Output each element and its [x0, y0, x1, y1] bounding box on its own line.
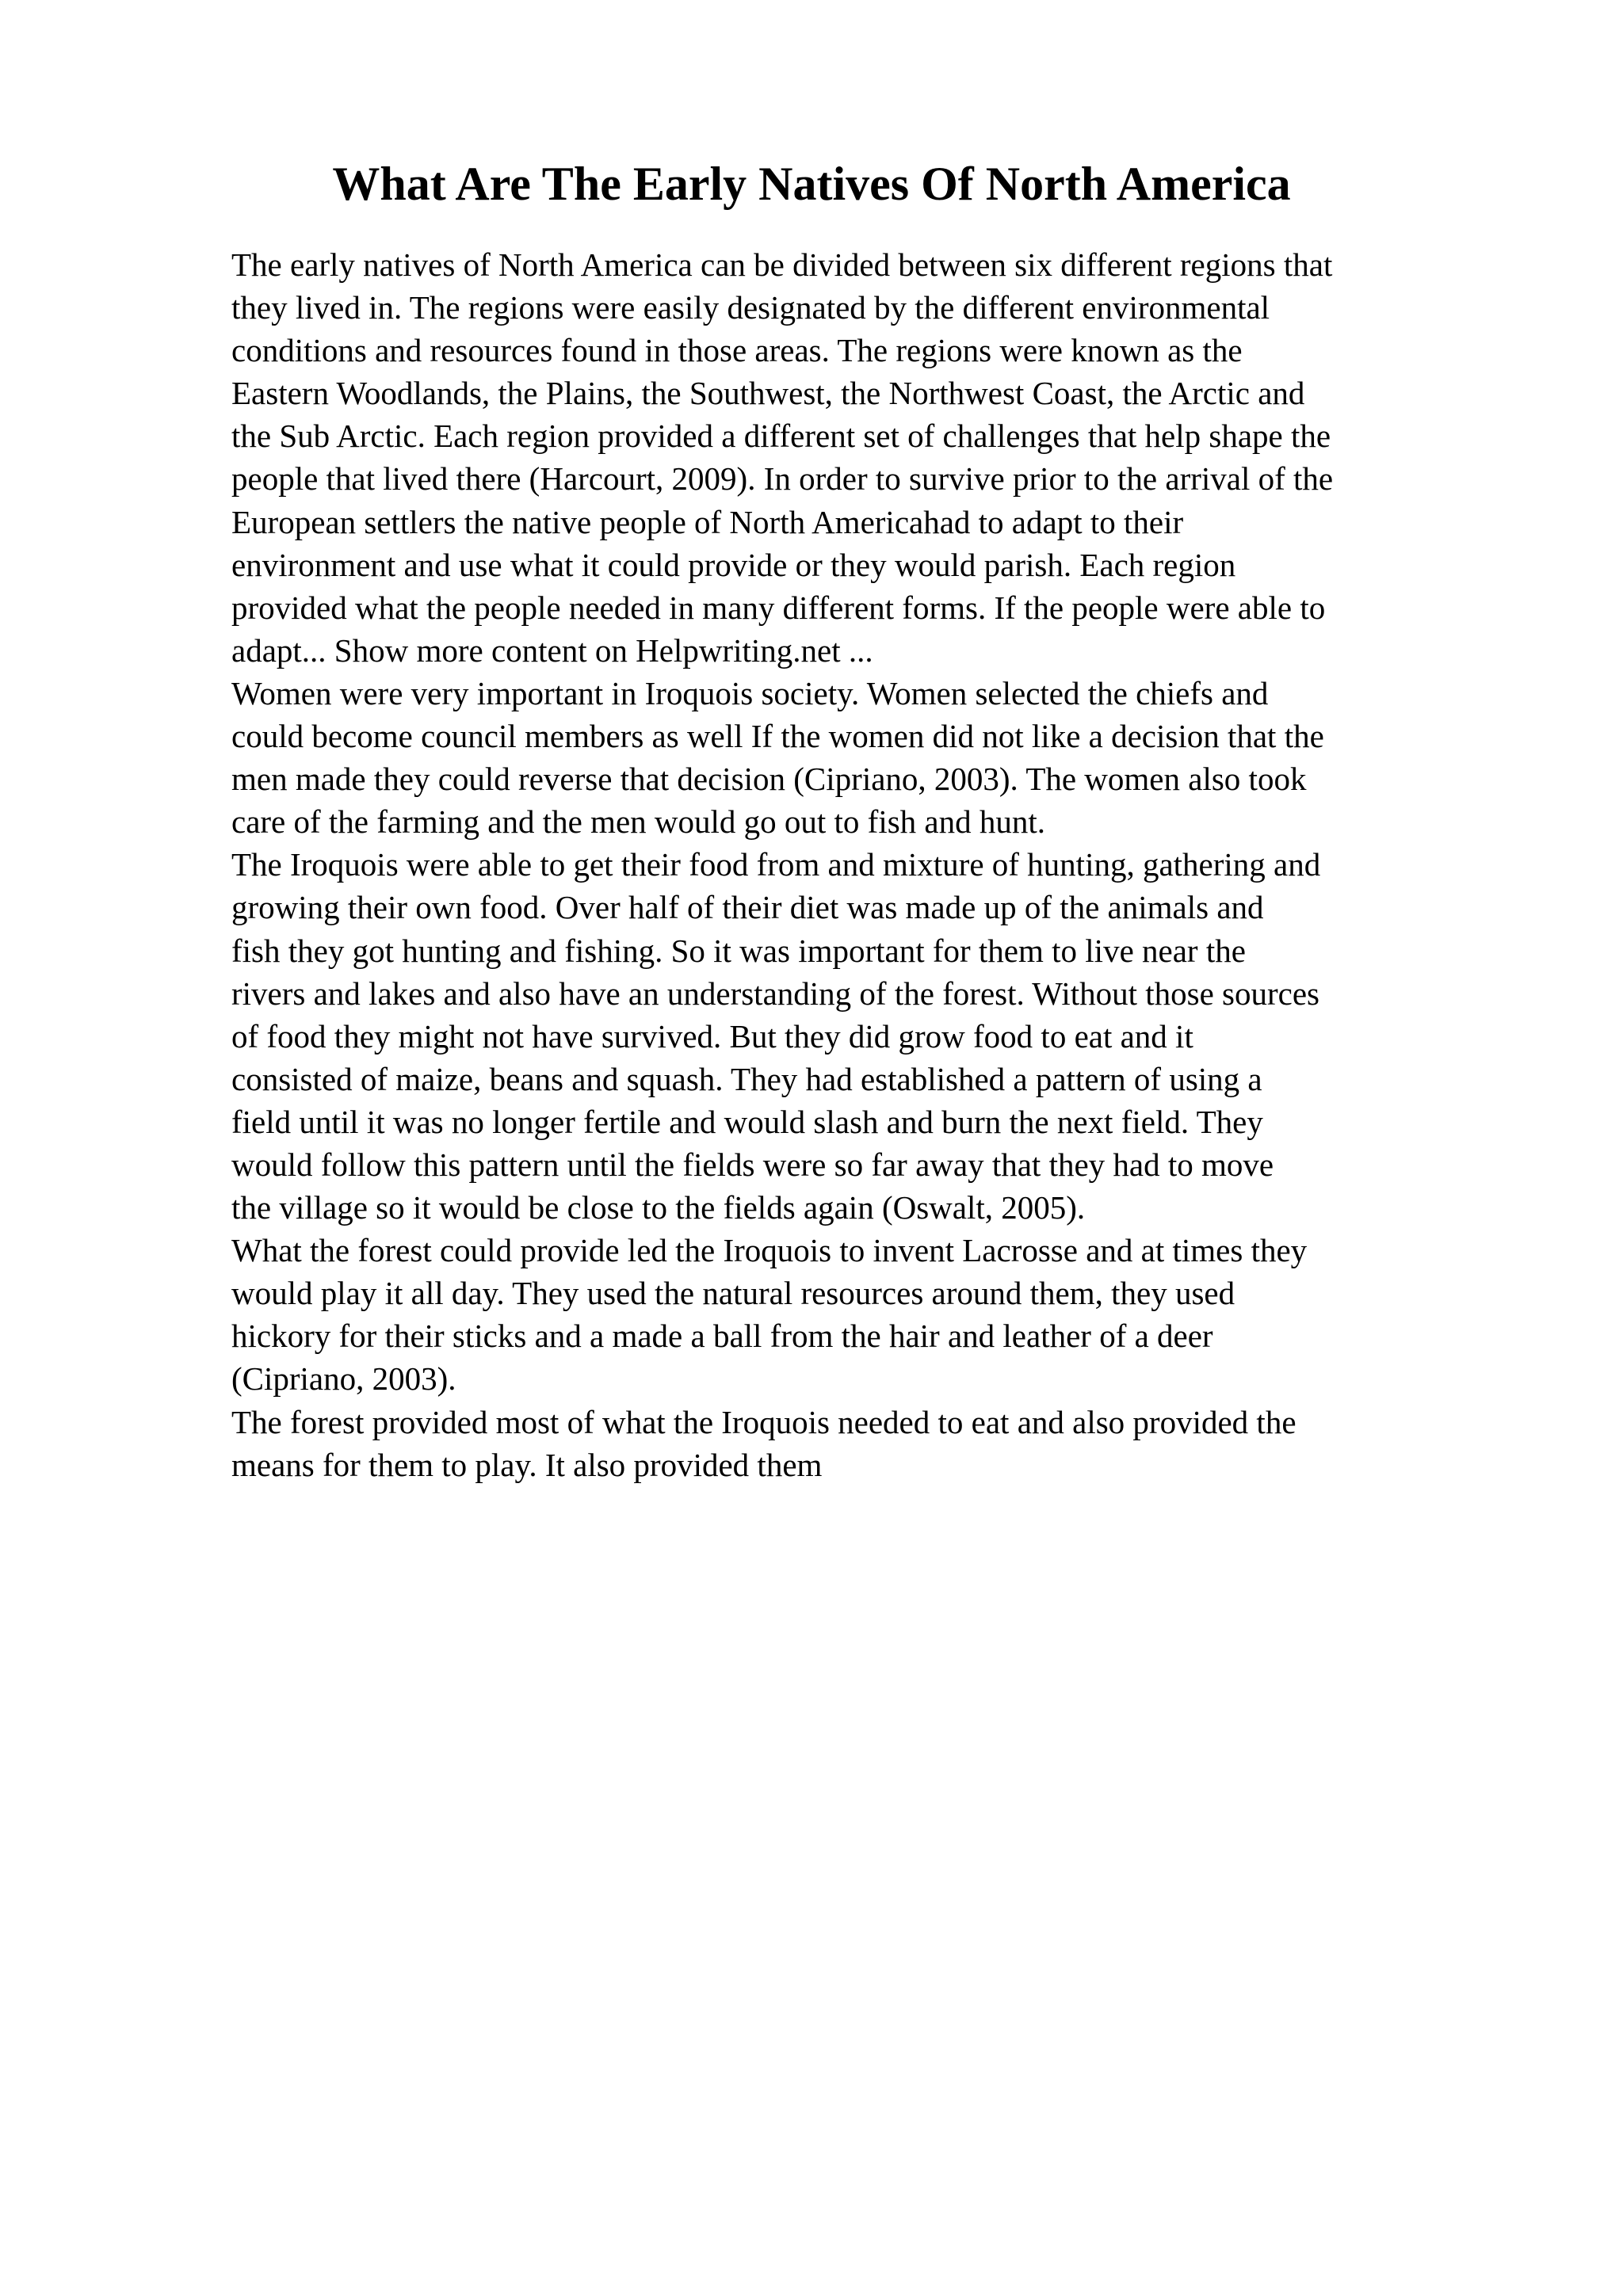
- text-line: The forest provided most of what the Iroquois needed to eat and also provided the: [231, 1403, 1296, 1440]
- text-line: European settlers the native people of North Americahad to adapt to their: [231, 503, 1184, 540]
- text-line: would follow this pattern until the fields were so far away that they had to move: [231, 1146, 1274, 1183]
- text-line: hickory for their sticks and a made a ball from the hair and leather of a deer: [231, 1318, 1213, 1355]
- text-line: environment and use what it could provide or they would parish. Each region: [231, 546, 1236, 583]
- text-line: adapt... Show more content on Helpwriting.net ...: [231, 631, 873, 669]
- text-line: provided what the people needed in many different forms. If the people were able to: [231, 589, 1326, 626]
- text-line: means for them to play. It also provided them: [231, 1446, 823, 1483]
- text-line: growing their own food. Over half of their diet was made up of the animals and: [231, 889, 1264, 926]
- text-line: Eastern Woodlands, the Plains, the Southwest, the Northwest Coast, the Arctic and: [231, 375, 1305, 412]
- text-line: consisted of maize, beans and squash. They had established a pattern of using a: [231, 1060, 1262, 1097]
- text-line: What the forest could provide led the Iroquois to invent Lacrosse and at times they: [231, 1232, 1308, 1269]
- text-line: fish they got hunting and fishing. So it was important for them to live near the: [231, 932, 1246, 969]
- text-line: conditions and resources found in those areas. The regions were known as the: [231, 332, 1243, 369]
- text-line: they lived in. The regions were easily designated by the different environmental: [231, 289, 1270, 326]
- text-line: men made they could reverse that decision (Cipriano, 2003). The women also took: [231, 761, 1307, 798]
- text-line: could become council members as well If the women did not like a decision that the: [231, 718, 1324, 755]
- text-line: would play it all day. They used the natural resources around them, they used: [231, 1275, 1235, 1312]
- document-body: [231, 243, 1499, 1486]
- text-line: The early natives of North America can be divided between six different regions that: [231, 246, 1333, 283]
- text-line: field until it was no longer fertile and would slash and burn the next field. They: [231, 1103, 1263, 1140]
- document-title: What Are The Early Natives Of North America: [332, 158, 1291, 210]
- text-line: Women were very important in Iroquois society. Women selected the chiefs and: [231, 674, 1269, 711]
- text-line: people that lived there (Harcourt, 2009). In order to survive prior to the arrival of the: [231, 460, 1334, 498]
- text-line: of food they might not have survived. But they did grow food to eat and it: [231, 1017, 1193, 1055]
- text-line: (Cipriano, 2003).: [231, 1360, 456, 1398]
- text-line: rivers and lakes and also have an understanding of the forest. Without those sources: [231, 974, 1319, 1012]
- text-line: the Sub Arctic. Each region provided a different set of challenges that help shape the: [231, 418, 1331, 455]
- text-line: The Iroquois were able to get their food from and mixture of hunting, gathering and: [231, 846, 1321, 883]
- text-line: the village so it would be close to the fields again (Oswalt, 2005).: [231, 1189, 1086, 1226]
- text-line: care of the farming and the men would go out to fish and hunt.: [231, 803, 1046, 841]
